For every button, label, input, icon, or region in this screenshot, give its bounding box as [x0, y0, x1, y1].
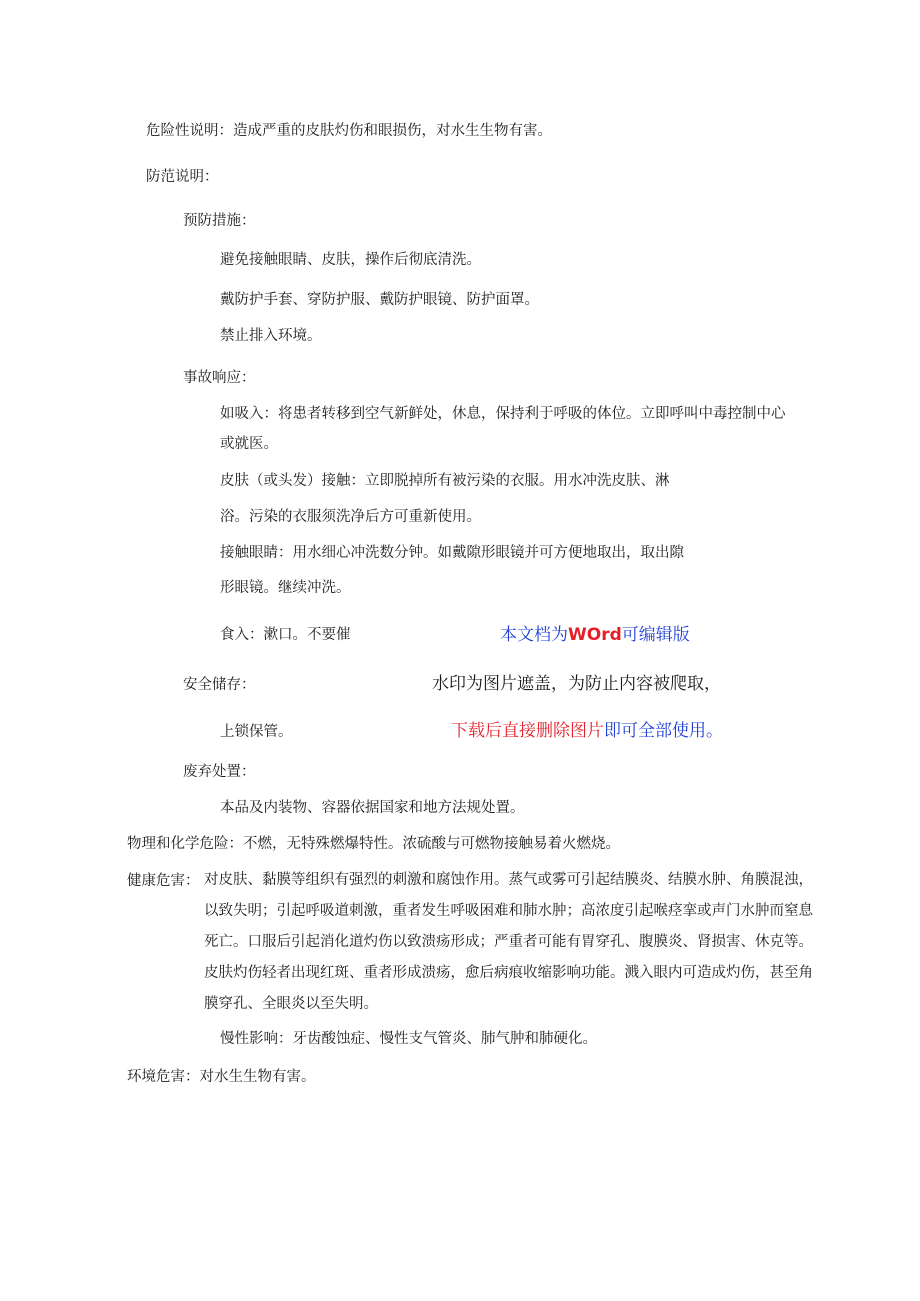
response-eye-line2: 形眼镜。继续冲洗。: [220, 580, 351, 596]
environment-label: 环境危害：: [127, 1069, 200, 1085]
watermark-line1-b: WOrd: [568, 625, 622, 645]
watermark-line3-a: 下载后直接删除图片: [451, 721, 604, 741]
prevention-heading: 预防措施：: [183, 213, 256, 229]
storage-heading: 安全储存：: [183, 677, 256, 693]
precaution-heading: 防范说明：: [146, 169, 219, 185]
environment-text: 对水生生物有害。: [199, 1069, 316, 1085]
hazard-label: 危险性说明：: [146, 123, 233, 139]
health-chronic: 慢性影响：牙齿酸蚀症、慢性支气管炎、肺气肿和肺硬化。: [220, 1031, 597, 1047]
response-ingest: 食入：漱口。不要催: [220, 627, 351, 643]
prevention-item: 避免接触眼睛、皮肤，操作后彻底清洗。: [220, 252, 481, 268]
watermark-line1: [500, 624, 690, 646]
health-label: 健康危害：: [127, 873, 200, 889]
prevention-item: 禁止排入环境。: [220, 328, 322, 344]
watermark-line3: [451, 720, 723, 742]
response-inhale-line1: 如吸入：将患者转移到空气新鲜处，休息，保持利于呼吸的体位。立即呼叫中毒控制中心: [220, 406, 786, 422]
watermark-line1-c: 可编辑版: [621, 625, 690, 645]
hazard-statement: [146, 121, 552, 141]
response-inhale-line2: 或就医。: [220, 436, 278, 452]
disposal-text: 本品及内装物、容器依据国家和地方法规处置。: [220, 800, 525, 816]
storage-text: 上锁保管。: [220, 724, 293, 740]
physchem-hazard: [127, 834, 620, 854]
prevention-item: 戴防护手套、穿防护服、戴防护眼镜、防护面罩。: [220, 292, 539, 308]
watermark-line2: 水印为图片遮盖，为防止内容被爬取，: [432, 674, 721, 694]
response-skin-line2: 浴。污染的衣服须洗净后方可重新使用。: [220, 509, 481, 525]
physchem-text: 不燃，无特殊燃爆特性。浓硫酸与可燃物接触易着火燃烧。: [243, 836, 620, 852]
physchem-label: 物理和化学危险：: [127, 836, 243, 852]
environment-hazard: [127, 1067, 316, 1087]
hazard-text: 造成严重的皮肤灼伤和眼损伤，对水生生物有害。: [233, 123, 552, 139]
watermark-line3-b: 即可全部使用。: [604, 721, 723, 741]
response-heading: 事故响应：: [183, 370, 256, 386]
response-eye-line1: 接触眼睛：用水细心冲洗数分钟。如戴隙形眼镜并可方便地取出，取出隙: [220, 545, 684, 561]
response-skin-line1: 皮肤（或头发）接触：立即脱掉所有被污染的衣服。用水冲洗皮肤、淋: [220, 473, 670, 489]
watermark-line1-a: 本文档为: [500, 625, 568, 645]
health-text: 对皮肤、黏膜等组织有强烈的刺激和腐蚀作用。蒸气或雾可引起结膜炎、结膜水肿、角膜混浊，以致失明；引起呼吸道刺激，重者发生呼吸困难和肺水肿；高浓度引起喉痉挛或声门水肿而窒息死亡。口服后引起消化道灼伤以致溃疡形成；严重者可能有胃穿孔、腹膜炎、肾损害、休克等。皮肤灼伤轻者出现红斑、重者形成溃疡，愈后病痕收缩影响功能。溅入眼内可造成灼伤，甚至角膜穿孔、全眼炎以至失明。: [204, 872, 813, 1012]
disposal-heading: 废弃处置：: [183, 764, 256, 780]
